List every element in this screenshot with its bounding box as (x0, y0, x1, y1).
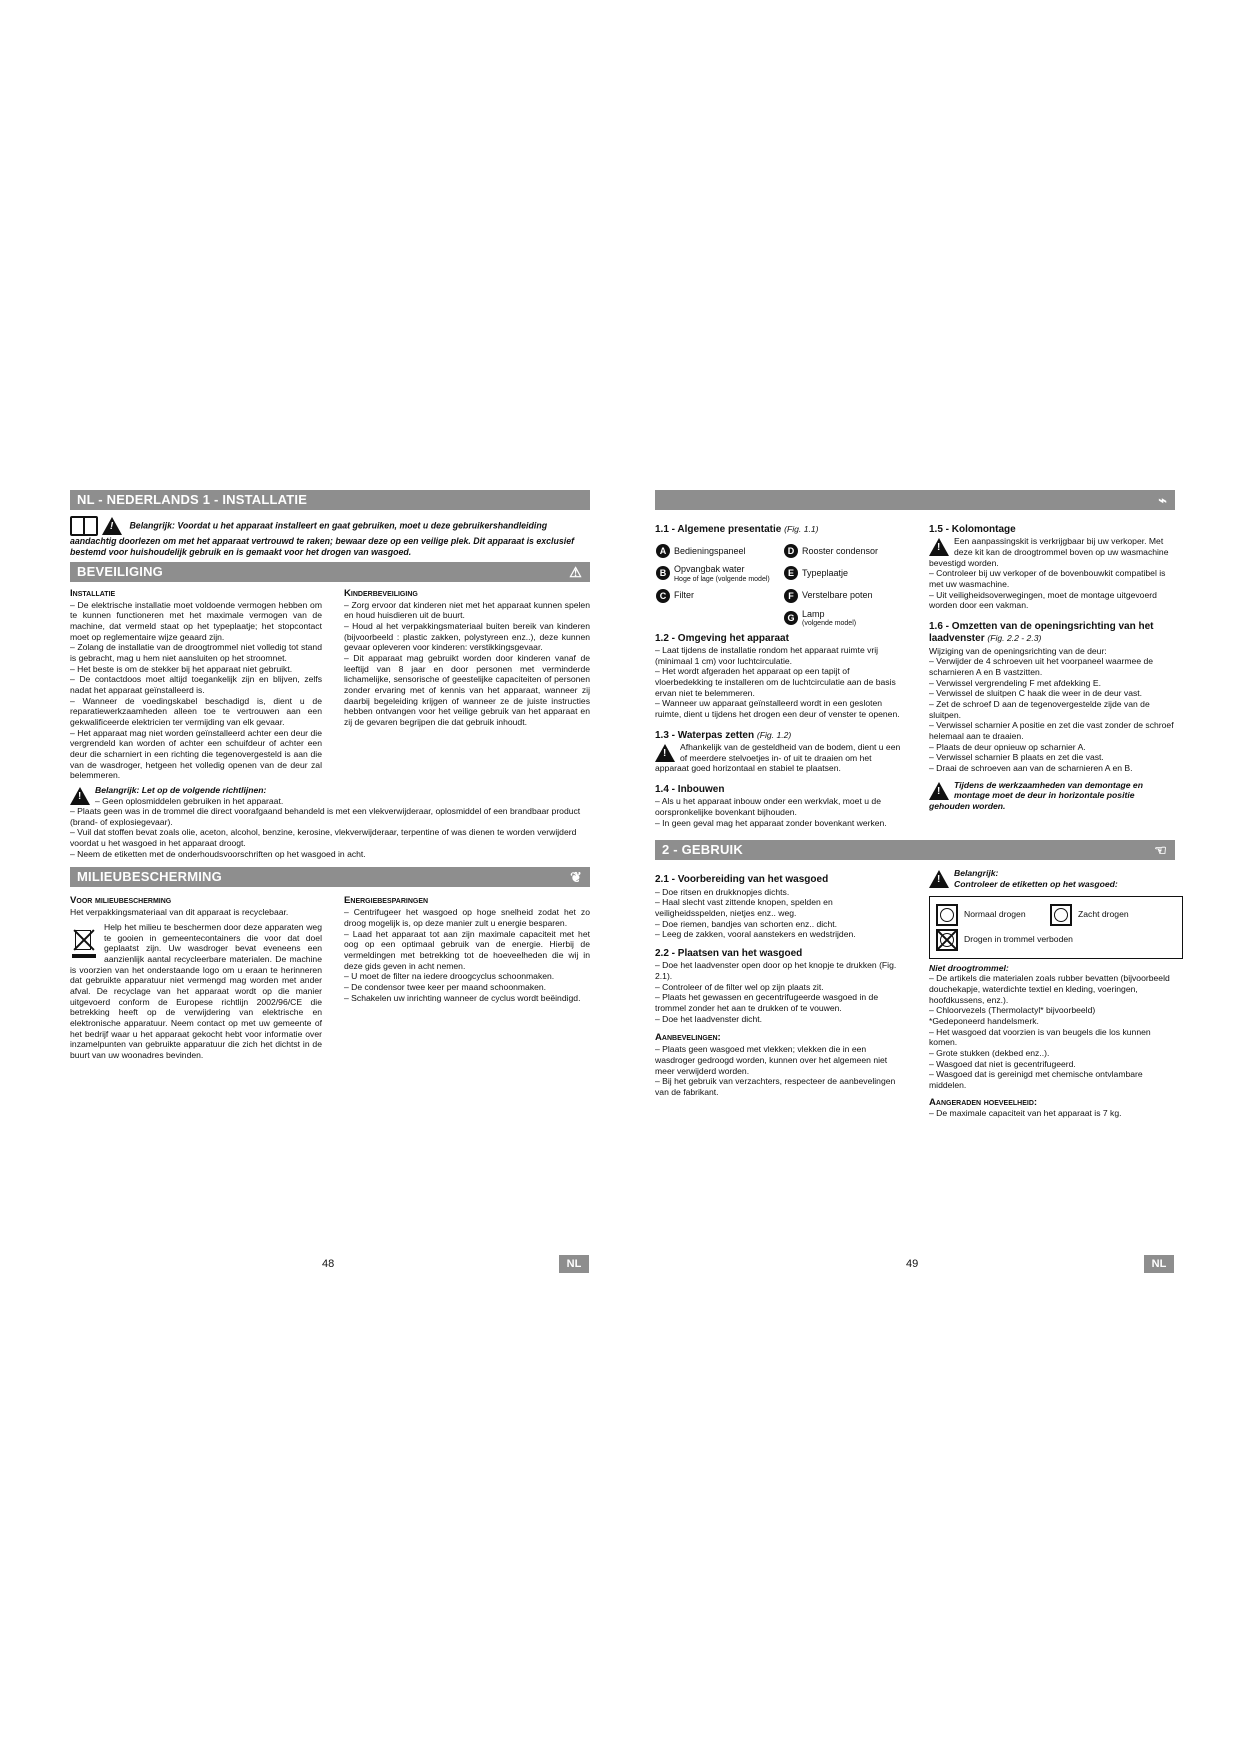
niet-droogtrommel-heading: Niet droogtrommel: (929, 962, 1009, 973)
part-item: F Verstelbare poten (783, 589, 903, 603)
part-spacer (655, 609, 783, 627)
do-not-tumble-dry-icon (936, 929, 958, 951)
weee-bin-icon (70, 924, 98, 958)
header-title: NL - NEDERLANDS 1 - INSTALLATIE (77, 492, 308, 507)
s12-heading: 1.2 - Omgeving het apparaat (655, 632, 789, 644)
manual-book-icon (70, 516, 98, 536)
warning-icon (929, 870, 949, 888)
milieu-heading: Voor milieubescherming (70, 895, 172, 907)
energie-heading: Energiebesparingen (344, 895, 429, 907)
richtlijnen-heading: Belangrijk: Let op de volgende richtlijnen: (95, 784, 267, 795)
hoeveelheid-heading: Aangeraden hoeveelheid: (929, 1096, 1038, 1108)
energie-text: – Centrifugeer het wasgoed op hoge snelheid zodat het zo droog mogelijk is, op deze manier zult u energie besparen. – Laad het apparaat tot aan zijn maximale capaciteit met het oog op een optimaal gebruik van de energie. Hierbij de vermeldingen met betrekking tot de hoeveelheden die wij in deze gids geven in acht nemen. – U moet de filter na iedere droogcyclus schoonmaken. – De condensor twee keer per maand schoonmaken. – Schakelen uw inrichting wanneer de cyclus wordt beëindigd. (344, 907, 590, 1003)
niet-droogtrommel-text: – De artikels die materialen zoals rubber bevatten (bijvoorbeeld douchekapje, waterdichte textiel en kleding, voeringen, hoofdkussens, enz.). – Chloorvezels (Thermolactyl* bijvoorbeeld) *Gedeponeerd handelsmerk. – Het wasgoed dat voorzien is van beugels die los kunnen komen. – Grote stukken (dekbed enz..). – Wasgoed dat niet is gecentrifugeerd. – Wasgoed dat is gereinigd met chemische ontvlambare middelen. (929, 973, 1170, 1090)
s15-heading: 1.5 - Kolomontage (929, 524, 1016, 535)
care-row (936, 929, 1176, 951)
part-item: A Bedieningspaneel (655, 544, 783, 558)
part-item: C Filter (655, 589, 783, 603)
kinderbeveiliging-text: – Zorg ervoor dat kinderen niet met het apparaat kunnen spelen en houd huisdieren uit de buurt. – Houd al het verpakkingsmateriaal buiten bereik van kinderen (bijvoorbeeld : plastic zakken, polystyreen enz..), deze kunnen gevaar opleveren voor kinderen: verstikkingsgevaar. – Dit apparaat mag gebruikt worden door kinderen vanaf de leeftijd van 8 jaar en door personen met verminderde lichamelijke, sensorische of geestelijke capaciteiten of personen zonder ervaring met of kennis van het apparaat, wanneer zij daarbij begeleiding krijgen of wanneer ze de juiste instructies hebben ontvangen voor het veilige gebruik van het apparaat en zij de gevaren begrijpen die dat gebruik inhoudt. (344, 599, 590, 727)
kinderbeveiliging-heading: Kinderbeveiliging (344, 587, 418, 599)
right-page (655, 490, 1175, 1119)
s16-warning: Tijdens de werkzaamheden van demontage en montage moet de deur in horizontale positie gehouden worden. (929, 779, 1143, 811)
s16-fig-ref: (Fig. 2.2 - 2.3) (987, 633, 1042, 644)
s15-text: Een aanpassingskit is verkrijgbaar bij uw verkoper. Met deze kit kan de droogtrommel boven op uw wasmachine bevestigd worden. – Controleer bij uw verkoper of de bovenbouwkit compatibel is met uw wasmachine. – Uit veiligheidsoverwegingen, moet de montage uitgevoerd worden door een vakman. (929, 536, 1169, 611)
milieu-title: MILIEUBESCHERMING (77, 869, 222, 885)
care-labels-box (929, 896, 1183, 959)
part-item: B Opvangbak water Hoge of lage (volgende model) (655, 564, 783, 582)
lang-badge-right: NL (1144, 1255, 1174, 1273)
warning-icon (70, 787, 90, 805)
s13-heading: 1.3 - Waterpas zetten (655, 729, 755, 741)
intro-note (70, 516, 590, 558)
milieu-text-1: Het verpakkingsmateriaal van dit apparaat is recyclebaar. (70, 907, 289, 918)
beveiliging-title: BEVEILIGING (77, 563, 163, 579)
hoeveelheid-text: – De maximale capaciteit van het apparaat is 7 kg. (929, 1108, 1122, 1119)
lang-badge-left: NL (559, 1255, 589, 1273)
s16-text: Wijziging van de openingsrichting van de deur: – Verwijder de 4 schroeven uit het voorpaneel waarmee de scharnieren A en B vastzitten. – Verwissel vergrendeling F met afdekking E. – Verwissel de sluitpen C haak die weer in de deur vast. – Zet de schroef D aan de tegenovergestelde zijde van de sluitpen. – Verwissel scharnier A positie en zet die vast zonder de schroef helemaal aan te draaien. – Plaats de deur opnieuw op scharnier A. – Verwissel scharnier B plaats en zet die vast. – Draai de schroeven aan van de scharnieren A en B. (929, 645, 1174, 773)
warning-icon (929, 538, 949, 556)
care-zacht-label: Zacht drogen (1078, 909, 1129, 920)
plug-icon: ⌁ (1158, 492, 1167, 508)
intro-text: Belangrijk: Voordat u het apparaat installeert en gaat gebruiken, moet u deze gebruikershandleiding aandachtig doorlezen om met het apparaat vertrouwd te raken; bewaar deze op een veilige plek. Dit apparaat is exclusief bestemd voor huishoudelijk gebruik en is gemaakt voor het drogen van wasgoed. (70, 520, 575, 557)
belangrijk-heading: Belangrijk: (954, 868, 999, 879)
milieu-text-2: Help het milieu te beschermen door deze apparaten weg te gooien in gemeentecontainers die voor dat doel geplaatst zijn. Uw wasdroger bevat eveneens een aanzienlijk aantal recycleerbare materialen. De machine is voorzien van het onderstaande logo om u eraan te herinneren dat gebruikte apparatuur niet vermengd mag worden met ander afval. De recyclage van het apparaat wordt op die manier uitgevoerd conform de Europese richtlijn 2002/96/CE die betrekking heeft op de verwijdering van elektrische en elektronische apparatuur. Neem contact op met uw gemeente of het bedrijf waar u het apparaat gekocht hebt voor informatie over inzamelpunten van gebruikte apparatuur die zich het dichtst in de buurt van uw woonadres bevinden. (70, 922, 322, 1060)
section-header-beveiliging (70, 562, 590, 582)
hand-icon: ☜ (1154, 842, 1167, 859)
care-verboden-label: Drogen in trommel verboden (964, 934, 1073, 945)
part-item: G Lamp (volgende model) (783, 609, 903, 627)
right-top-bar (655, 490, 1175, 510)
care-normal-label: Normaal drogen (964, 909, 1026, 920)
left-page (70, 490, 590, 1061)
tumble-dry-low-icon (1050, 904, 1072, 926)
installatie-heading: Installatie (70, 587, 116, 599)
richtlijnen-text: – Geen oplosmiddelen gebruiken in het apparaat. – Plaats geen was in de trommel die direct voorafgaand behandeld is met een vlekverwijderaar, oplosmiddel of een brandbaar product (brand- of explosiegevaar). – Vuil dat stoffen bevat zoals olie, aceton, alcohol, benzine, kerosine, vlekverwijderaar, terpentine of was dienen te worden verwijderd voordat u het wasgoed in het apparaat droogt. – Neem de etiketten met de onderhoudsvoorschriften op het wasgoed in acht. (70, 795, 581, 859)
richtlijnen-block (70, 785, 590, 860)
part-item: D Rooster condensor (783, 544, 903, 558)
s22-text: – Doe het laadvenster open door op het knopje te drukken (Fig. 2.1). – Controleer of de filter wel op zijn plaats zit. – Plaats het gewassen en gecentrifugeerde wasgoed in de trommel zonder het aan te drukken of te vouwen. – Doe het laadvenster dicht. (655, 960, 897, 1024)
page-number-left: 48 (322, 1258, 335, 1270)
tumble-dry-normal-icon (936, 904, 958, 926)
warning-icon (929, 782, 949, 800)
aanbevelingen-text: – Plaats geen wasgoed met vlekken; vlekken die in een wasdroger gedroogd worden, kunnen over het algemeen niet meer verwijderd worden. – Bij het gebruik van verzachters, respecteer de aanbevelingen van de fabrikant. (655, 1044, 896, 1097)
section-header-installatie (70, 490, 590, 510)
s16-heading: 1.6 - Omzetten van de openingsrichting van het laadvenster (929, 620, 1154, 645)
installatie-text: – De elektrische installatie moet voldoende vermogen hebben om te kunnen functioneren met het maximale vermogen van de machine, dat vermeld staat op het typeplaatje; het stopcontact moet op reglementaire wijze geaard zijn. – Zolang de installatie van de droogtrommel niet volledig tot stand is gebracht, mag u hem niet aansluiten op het stroomnet. – Het beste is om de stekker bij het apparaat niet gebruikt. – De contactdoos moet altijd toegankelijk zijn en blijven, zelfs nadat het apparaat geïnstalleerd is. – Wanneer de voedingskabel beschadigd is, dient u de reparatiewerkzaamheden alleen toe te vertrouwen aan een gekwalificeerde elektricien ter vermijding van elk gevaar. – Het apparaat mag niet worden geïnstalleerd achter een deur die vergrendeld kan worden of achter een schuifdeur of achter een deur die scharniert in een richting die tegenovergesteld is aan die van de wasdroger, hetgeen het volledig openen van de deur zal belemmeren. (70, 599, 322, 781)
s13-fig-ref: (Fig. 1.2) (756, 729, 792, 740)
gebruik-title: 2 - GEBRUIK (662, 842, 743, 858)
belangrijk-subheading: Controleer de etiketten op het wasgoed: (954, 879, 1118, 890)
part-item: E Typeplaatje (783, 564, 903, 582)
s12-text: – Laat tijdens de installatie rondom het apparaat ruimte vrij (minimaal 1 cm) voor luchtcirculatie. – Het wordt afgeraden het apparaat op een tapijt of vloerbedekking te installeren om de luchtcirculatie aan de basis ervan niet te belemmeren. – Wanneer uw apparaat geïnstalleerd wordt in een gesloten ruimte, dient u tijdens het drogen een deur of venster te openen. (655, 645, 900, 720)
section-header-gebruik (655, 840, 1175, 860)
leaf-icon: ❦ (570, 869, 582, 886)
parts-list (655, 544, 907, 626)
s21-heading: 2.1 - Voorbereiding van het wasgoed (655, 874, 829, 886)
s11-heading: 1.1 - Algemene presentatie (655, 524, 782, 535)
warning-icon (655, 744, 675, 762)
s13-text: Afhankelijk van de gesteldheid van de bodem, dient u een of meerdere stelvoetjes in- of uit te draaien om het apparaat goed horizontaal en stabiel te plaatsen. (655, 742, 901, 774)
s22-heading: 2.2 - Plaatsen van het wasgoed (655, 948, 803, 960)
s14-heading: 1.4 - Inbouwen (655, 784, 725, 796)
section-header-milieu (70, 867, 590, 887)
care-row (936, 904, 1176, 926)
s21-text: – Doe ritsen en drukknopjes dichts. – Haal slecht vast zittende knopen, spelden en veiligheidsspelden, nietjes enz.. weg. – Doe riemen, bandjes van schorten enz.. dicht. – Leeg de zakken, vooral aanstekers en wedstrijden. (655, 886, 856, 940)
aanbevelingen-heading: Aanbevelingen: (655, 1032, 721, 1044)
warning-icon (102, 517, 122, 535)
s14-text: – Als u het apparaat inbouw onder een werkvlak, moet u de oorspronkelijke bovenkant bijhouden. – In geen geval mag het apparaat zonder bovenkant werken. (655, 796, 887, 828)
warning-triangle-icon: ⚠ (569, 563, 582, 580)
s11-fig-ref: (Fig. 1.1) (784, 524, 819, 534)
page-number-right: 49 (906, 1258, 919, 1270)
